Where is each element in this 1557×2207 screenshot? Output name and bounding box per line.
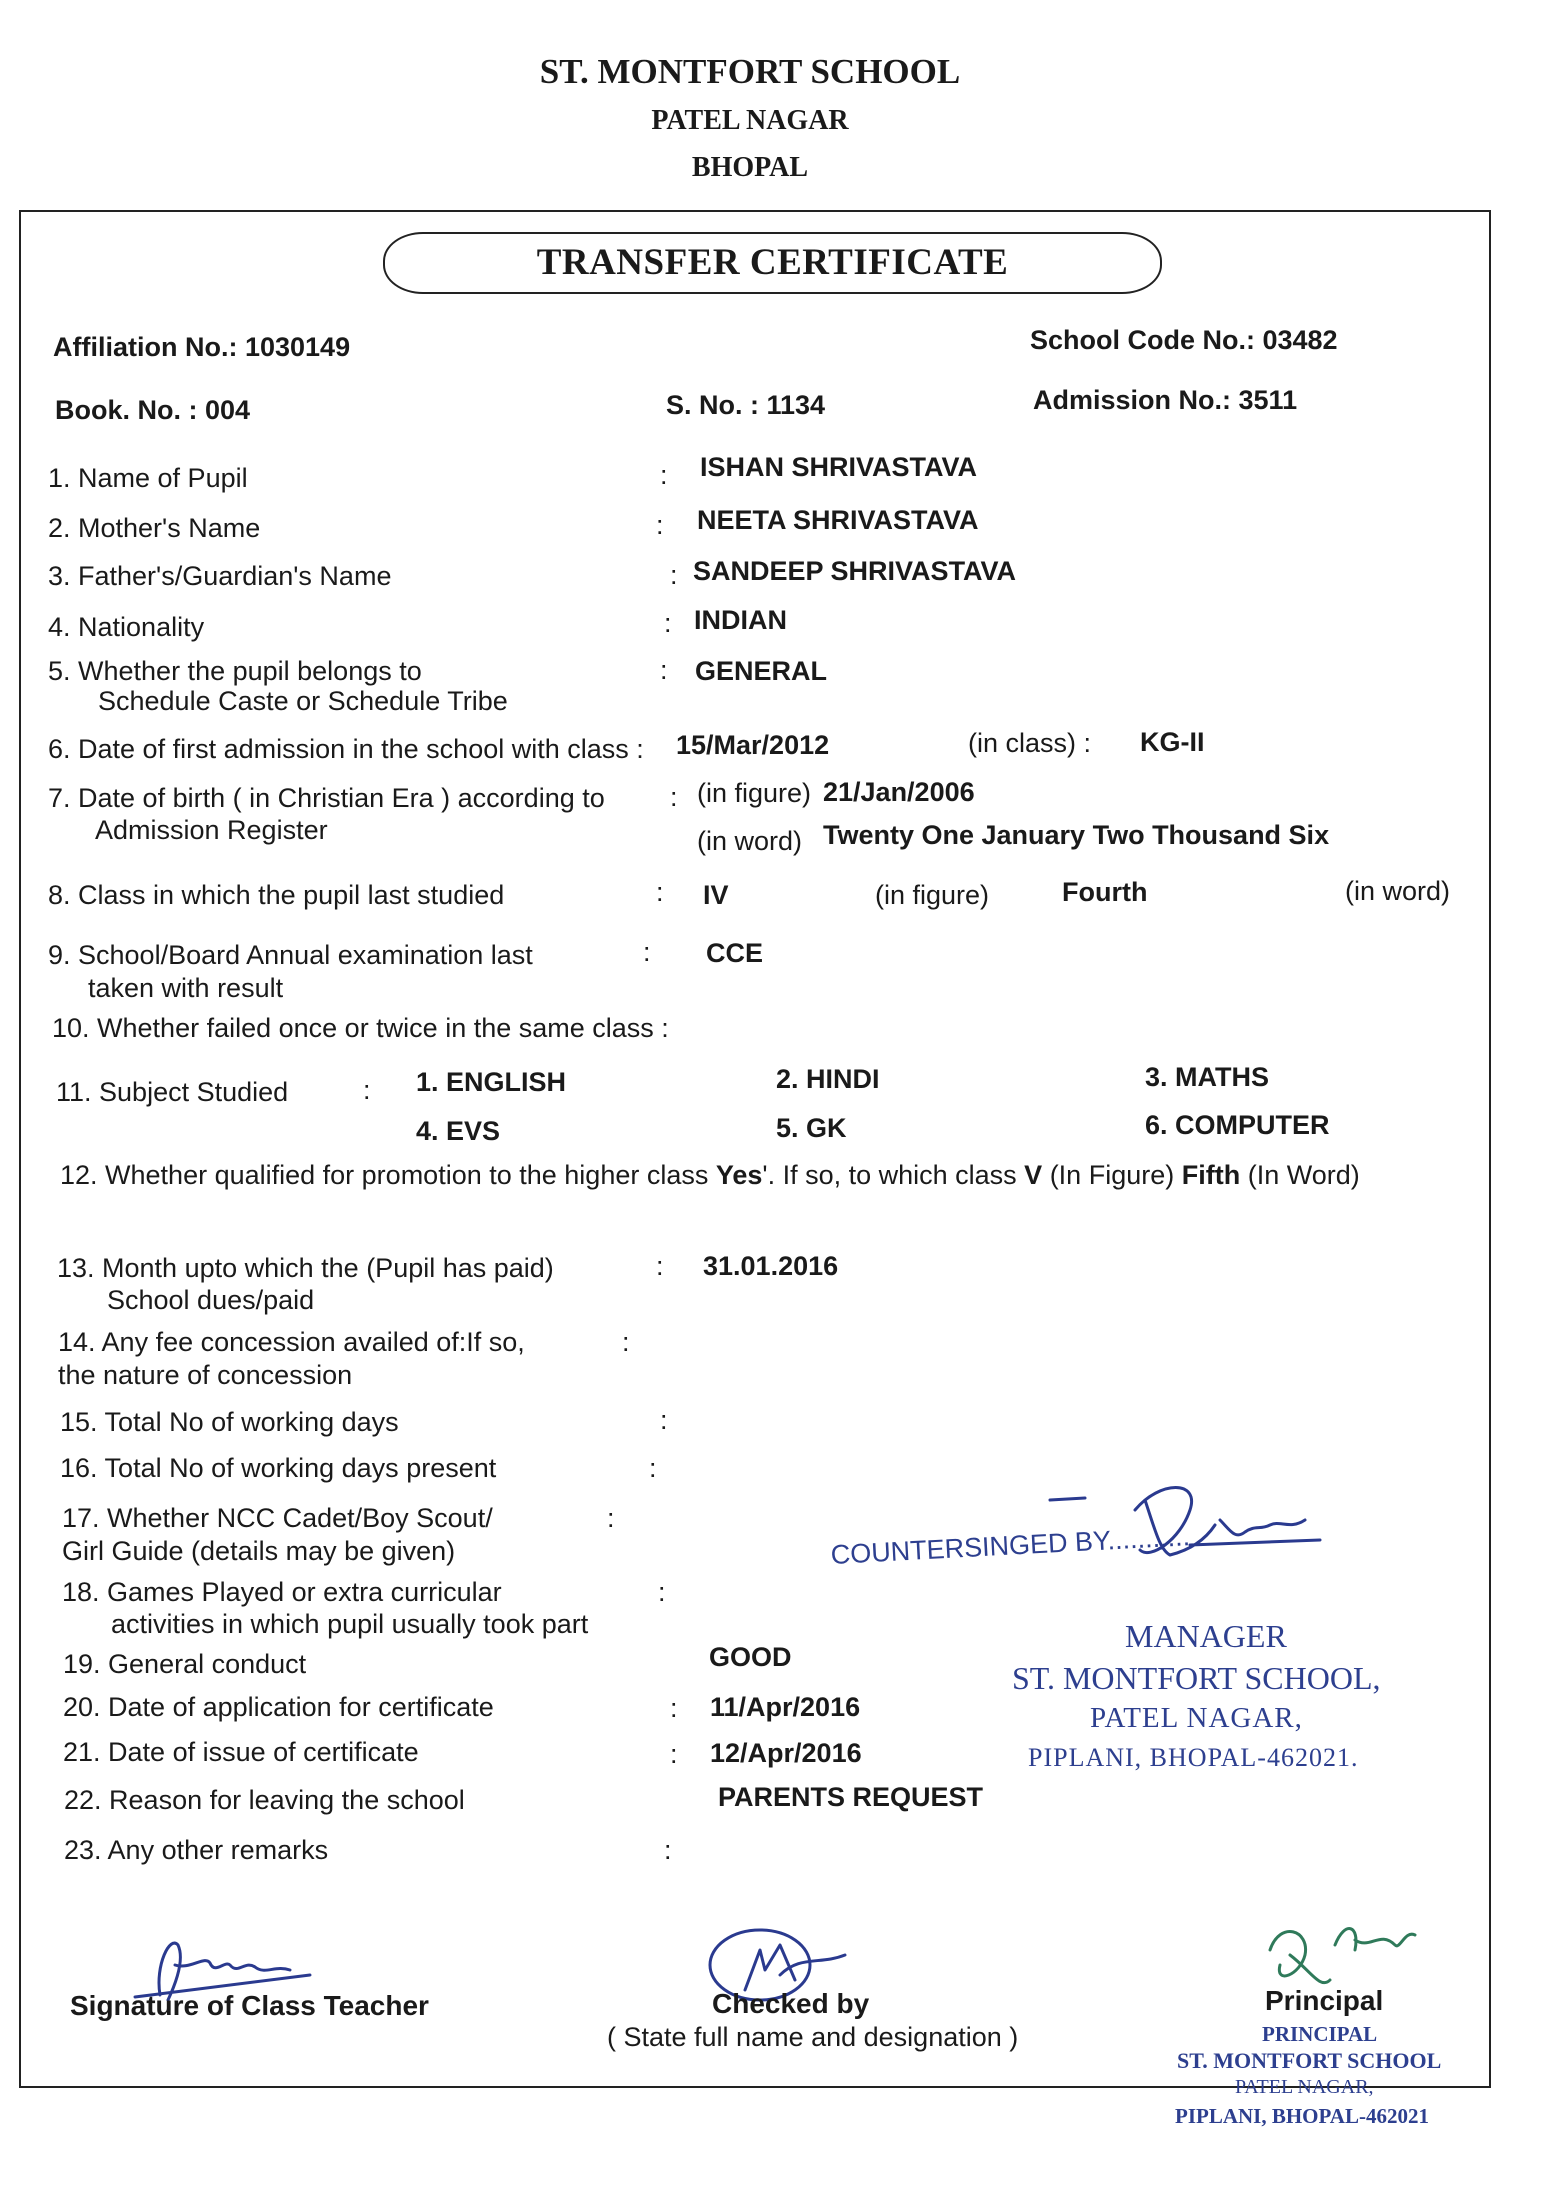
class-teacher-label: Signature of Class Teacher [70,1990,429,2021]
item-13-label: 13. Month upto which the (Pupil has paid) [57,1253,554,1283]
item-15-label: 15. Total No of working days [60,1407,399,1437]
leaving-reason: PARENTS REQUEST [718,1782,984,1812]
item-16-label: 16. Total No of working days present [60,1453,497,1483]
certificate-title: TRANSFER CERTIFICATE [383,232,1162,294]
in-figure-label: (In Figure) [1042,1160,1182,1190]
manager-stamp-title: MANAGER [1125,1618,1287,1654]
serial-no: S. No. : 1134 [666,390,826,420]
principal-label: Principal [1265,1985,1384,2016]
dues-paid-upto: 31.01.2016 [703,1251,839,1281]
nationality: INDIAN [694,605,787,635]
colon: : [664,608,672,638]
colon: : [670,782,678,812]
colon: : [656,1251,664,1281]
exam-result: CCE [706,938,764,968]
subject: 5. GK [776,1113,847,1143]
promoted-class-word: Fifth [1181,1160,1241,1190]
manager-stamp-area: PATEL NAGAR, [1090,1702,1303,1734]
item-1-label: 1. Name of Pupil [48,463,248,493]
manager-signature [1040,1470,1330,1580]
principal-stamp-area: PATEL NAGAR, [1235,2076,1374,2098]
colon: : [660,460,668,490]
colon: : [363,1075,371,1105]
manager-stamp-city: PIPLANI, BHOPAL-462021. [1028,1743,1359,1772]
admission-no: Admission No.: 3511 [1033,385,1298,415]
item-12-line [60,1160,1360,1191]
colon: : [656,510,664,540]
item-12-mid: '. If so, to which class [762,1160,1025,1190]
item-23-label: 23. Any other remarks [64,1835,329,1865]
colon: : [670,1739,678,1769]
manager-stamp-school: ST. MONTFORT SCHOOL, [1012,1660,1381,1696]
general-conduct: GOOD [709,1642,792,1672]
checked-by-note: ( State full name and designation ) [607,2022,1019,2052]
item-14-label-cont: the nature of concession [58,1360,353,1390]
item-13-label-cont: School dues/paid [107,1285,315,1315]
checked-by-label: Checked by [712,1988,870,2019]
item-12-label: 12. Whether qualified for promotion to the higher class [60,1160,716,1190]
colon: : [656,877,664,907]
dob-figure: 21/Jan/2006 [823,777,975,807]
affiliation-no: Affiliation No.: 1030149 [53,332,351,362]
item-20-label: 20. Date of application for certificate [63,1692,494,1722]
in-word-label: (in word) [697,826,803,856]
item-22-label: 22. Reason for leaving the school [64,1785,465,1815]
colon: : [660,1405,668,1435]
application-date: 11/Apr/2016 [710,1692,861,1722]
school-address-line2: BHOPAL [691,152,809,183]
item-10-label: 10. Whether failed once or twice in the same class : [52,1013,669,1043]
subject: 1. ENGLISH [416,1067,567,1097]
item-17-label: 17. Whether NCC Cadet/Boy Scout/ [62,1503,493,1533]
item-3-label: 3. Father's/Guardian's Name [48,561,392,591]
item-9-label: 9. School/Board Annual examination last [48,940,533,970]
item-5-label: 5. Whether the pupil belongs to [48,656,422,686]
admission-class: KG-II [1140,727,1205,757]
subject: 2. HINDI [776,1064,880,1094]
colon: : [660,655,668,685]
item-7-label-cont: Admission Register [95,815,328,845]
item-6-label: 6. Date of first admission in the school with class : [48,734,644,764]
principal-stamp-school: ST. MONTFORT SCHOOL [1177,2048,1442,2073]
colon: : [664,1835,672,1865]
last-class-word: Fourth [1062,877,1148,907]
item-14-label: 14. Any fee concession availed of:If so, [58,1327,525,1357]
last-class-figure: IV [703,880,729,910]
promotion-yes: Yes [715,1160,763,1190]
item-17-label-cont: Girl Guide (details may be given) [62,1536,456,1566]
promoted-class-figure: V [1024,1160,1043,1190]
in-word-label: (in word) [1345,876,1451,906]
item-4-label: 4. Nationality [48,612,205,642]
item-18-label-cont: activities in which pupil usually took part [111,1609,589,1639]
item-19-label: 19. General conduct [63,1649,307,1679]
school-code: School Code No.: 03482 [1030,325,1338,355]
item-11-label: 11. Subject Studied [56,1077,289,1107]
item-5-label-cont: Schedule Caste or Schedule Tribe [98,686,508,716]
item-8-label: 8. Class in which the pupil last studied [48,880,505,910]
item-9-label-cont: taken with result [88,973,284,1003]
colon: : [658,1577,666,1607]
in-word-label: (In Word) [1240,1160,1360,1190]
item-2-label: 2. Mother's Name [48,513,261,543]
colon: : [649,1453,657,1483]
subject: 4. EVS [416,1116,501,1146]
countersigned-by: COUNTERSINGED BY........... [830,1521,1191,1570]
caste-category: GENERAL [695,656,828,686]
colon: : [643,937,651,967]
colon: : [607,1503,615,1533]
item-18-label: 18. Games Played or extra curricular [62,1577,502,1607]
item-7-label: 7. Date of birth ( in Christian Era ) according to [48,783,605,813]
item-21-label: 21. Date of issue of certificate [63,1737,419,1767]
in-figure-label: (in figure) [697,778,812,808]
school-address-line1: PATEL NAGAR [651,105,849,136]
subject: 3. MATHS [1145,1062,1270,1092]
school-name: ST. MONTFORT SCHOOL [539,52,961,91]
father-name: SANDEEP SHRIVASTAVA [693,556,1017,586]
in-figure-label: (in figure) [875,880,990,910]
first-admission-date: 15/Mar/2012 [676,730,830,760]
colon: : [622,1327,630,1357]
subject: 6. COMPUTER [1145,1110,1330,1140]
mother-name: NEETA SHRIVASTAVA [697,505,979,535]
principal-stamp-city: PIPLANI, BHOPAL-462021 [1175,2104,1429,2128]
principal-stamp-title: PRINCIPAL [1262,2022,1378,2046]
colon: : [670,1693,678,1723]
issue-date: 12/Apr/2016 [710,1738,862,1768]
colon: : [670,560,678,590]
in-class-label: (in class) : [968,728,1092,758]
pupil-name: ISHAN SHRIVASTAVA [700,452,978,482]
dob-word: Twenty One January Two Thousand Six [823,820,1330,850]
book-no: Book. No. : 004 [55,395,251,425]
